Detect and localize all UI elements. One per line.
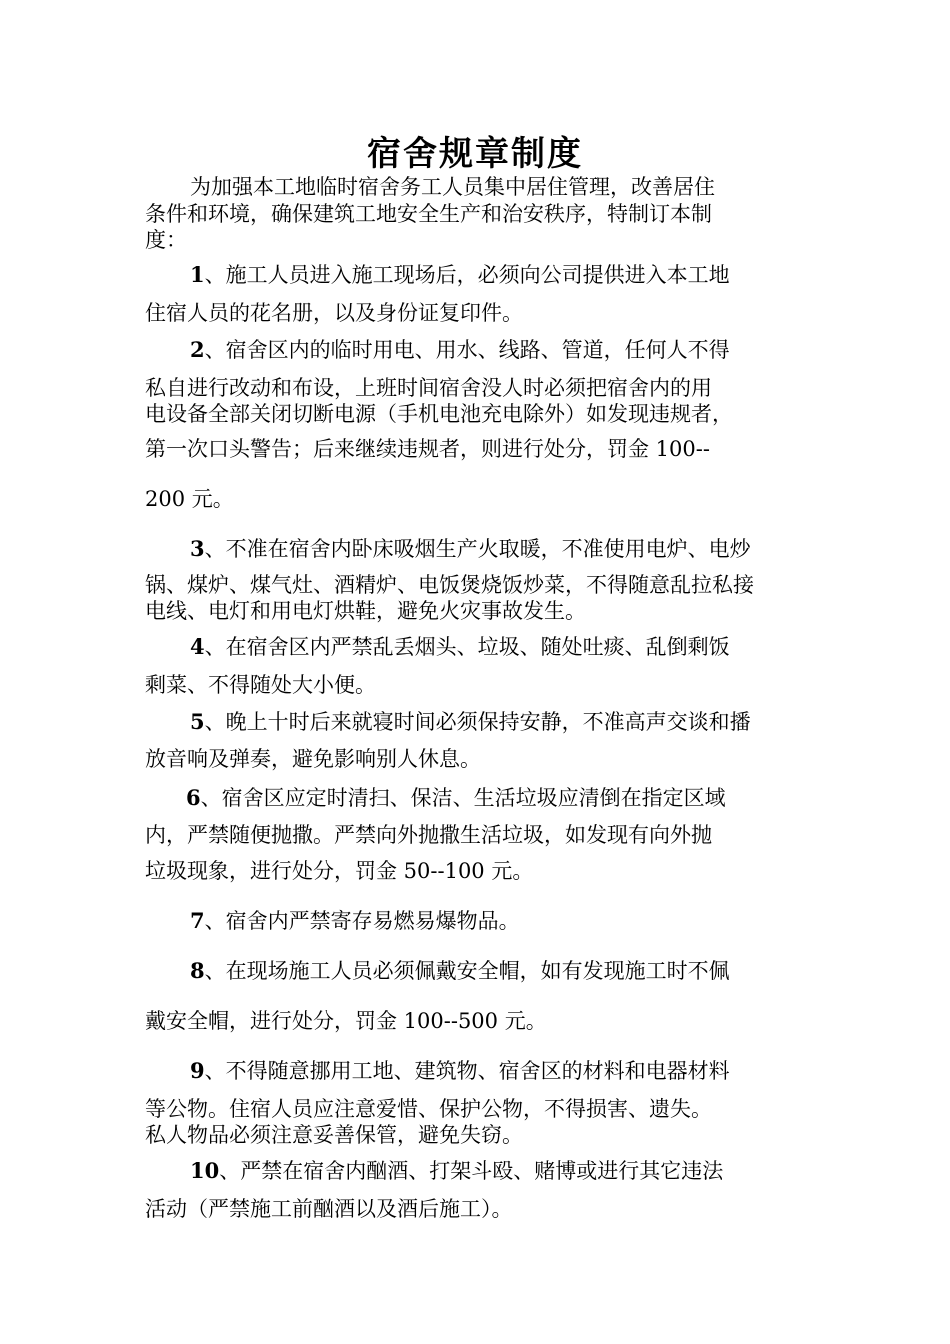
rule-1-line: 住宿人员的花名册，以及身份证复印件。	[145, 301, 523, 325]
rule-2-line: 200 元。	[145, 487, 234, 511]
rule-4-line: 4、在宿舍区内严禁乱丢烟头、垃圾、随处吐痰、乱倒剩饭	[190, 634, 730, 659]
rule-3-line: 电线、电灯和用电灯烘鞋，避免火灾事故发生。	[145, 599, 586, 623]
rule-number: 3	[190, 536, 205, 561]
rule-10-line: 活动（严禁施工前酗酒以及酒后施工）。	[145, 1197, 513, 1221]
rule-8-line: 戴安全帽，进行处分，罚金 100--500 元。	[145, 1009, 547, 1033]
rule-number: 8	[190, 958, 205, 983]
rule-5-line: 放音响及弹奏，避免影响别人休息。	[145, 747, 481, 771]
rule-number: 7	[190, 908, 205, 933]
rule-2-line: 第一次口头警告；后来继续违规者，则进行处分，罚金 100--	[145, 437, 710, 461]
intro-line: 条件和环境，确保建筑工地安全生产和治安秩序，特制订本制	[145, 202, 712, 226]
rule-9-line: 等公物。住宿人员应注意爱惜、保护公物，不得损害、遗失。	[145, 1097, 712, 1121]
rule-2-line: 2、宿舍区内的临时用电、用水、线路、管道，任何人不得	[190, 337, 730, 362]
rule-5-line: 5、晚上十时后来就寝时间必须保持安静，不准高声交谈和播	[190, 709, 751, 734]
rule-6-line: 6、宿舍区应定时清扫、保洁、生活垃圾应清倒在指定区域	[186, 785, 726, 810]
rule-7-line: 7、宿舍内严禁寄存易燃易爆物品。	[190, 908, 520, 933]
intro-line: 为加强本工地临时宿舍务工人员集中居住管理，改善居住	[190, 175, 715, 199]
rule-3-line: 锅、煤炉、煤气灶、酒精炉、电饭煲烧饭炒菜，不得随意乱拉私接	[145, 573, 754, 597]
rule-number: 6	[186, 785, 201, 810]
rule-2-line: 电设备全部关闭切断电源（手机电池充电除外）如发现违规者，	[145, 402, 733, 426]
intro-line: 度：	[145, 228, 187, 252]
rule-number: 5	[190, 709, 205, 734]
rule-9-line: 私人物品必须注意妥善保管，避免失窃。	[145, 1123, 523, 1147]
rule-9-line: 9、不得随意挪用工地、建筑物、宿舍区的材料和电器材料	[190, 1058, 730, 1083]
rule-2-line: 私自进行改动和布设，上班时间宿舍没人时必须把宿舍内的用	[145, 376, 712, 400]
rule-3-line: 3、不准在宿舍内卧床吸烟生产火取暖，不准使用电炉、电炒	[190, 536, 751, 561]
rule-6-line: 内，严禁随便抛撒。严禁向外抛撒生活垃圾，如发现有向外抛	[145, 823, 712, 847]
document-title: 宿舍规章制度	[367, 134, 583, 174]
rule-8-line: 8、在现场施工人员必须佩戴安全帽，如有发现施工时不佩	[190, 958, 730, 983]
rule-number: 9	[190, 1058, 205, 1083]
rule-number: 1	[190, 262, 205, 287]
rule-10-line: 10、严禁在宿舍内酗酒、打架斗殴、赌博或进行其它违法	[190, 1158, 724, 1183]
rule-number: 4	[190, 634, 205, 659]
rule-number: 2	[190, 337, 205, 362]
rule-4-line: 剩菜、不得随处大小便。	[145, 673, 376, 697]
rule-number: 10	[190, 1158, 220, 1183]
rule-1-line: 1、施工人员进入施工现场后，必须向公司提供进入本工地	[190, 262, 730, 287]
rule-6-line: 垃圾现象，进行处分，罚金 50--100 元。	[145, 859, 534, 883]
